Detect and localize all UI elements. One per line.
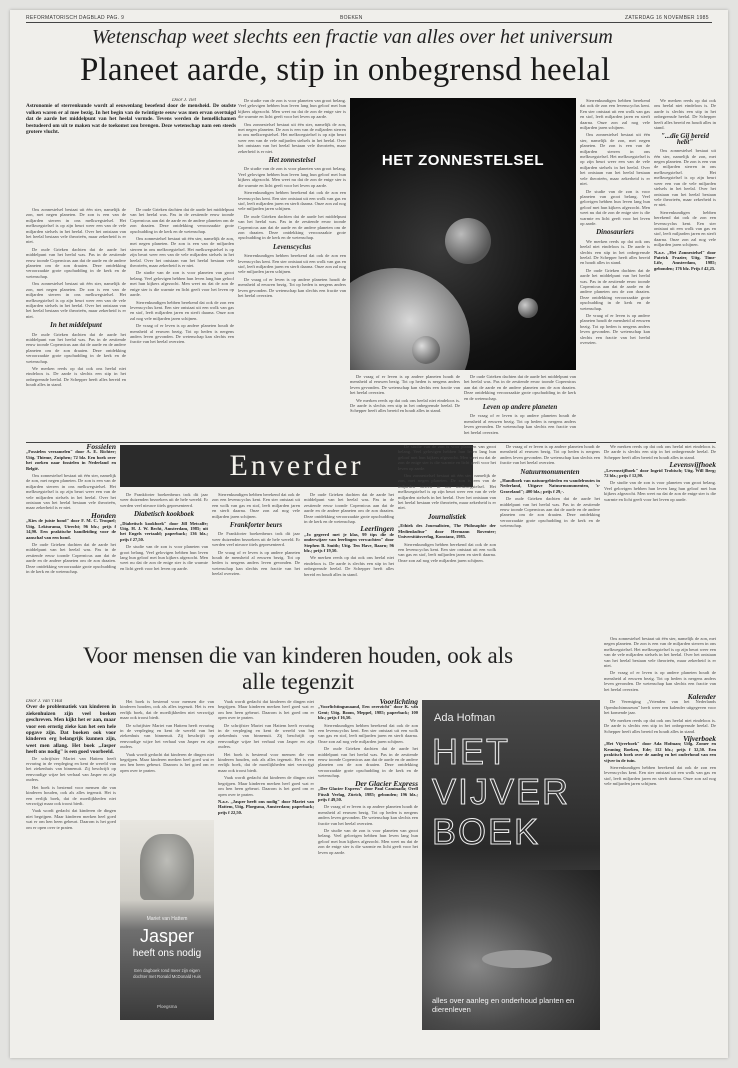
article2-column-2 [120, 699, 214, 819]
paragraph: Ons zonnestelsel bestaat uit één ster, namelijk de zon, met negen planeten. De zon is een van de miljarden sterren in ons melkwegstelsel. Het melkwegstelsel is op zijn beurt weer een van de vele miljarden stelsels in het heelal. Over het ontstaan van het heelal bestaan vele theorieën, maar zekerheid is er niet. [398, 473, 496, 511]
paragraph: Het boek is bestemd voor mensen die van kinderen houden, ook als alles tegenzit. Het is een eerlijk boek, dat de moeilijkheden niet verzwijgt maar ook troost biedt. [26, 784, 116, 806]
header-rule [26, 22, 712, 23]
book-cover-vijverboek [422, 700, 600, 1030]
paragraph: Vaak wordt gedacht dat kinderen de dingen niet begrijpen. Maar kinderen merken heel goed wat er om hen heen gebeurt. Daarom is het goed om er open over te praten. [26, 808, 116, 830]
book-cover-jasper [120, 820, 214, 1020]
paragraph: Sterrenkundigen hebben berekend dat ook de zon een levenscyclus kent. Een ster ontstaat uit een wolk van gas en stof, leeft miljarden jaren en sterft daarna. Onze zon zal nog vele miljarden jaren schijnen. [318, 722, 418, 744]
article-lead-block [26, 98, 236, 204]
book-item: „Jo gegeerd met je klas, 99 tips die de onderwijzer van leerlingen verwachten" door Stephen B. Smith; Uitg. Ten Have, Baarn; 96 blz.; prijs f 19,50. [304, 531, 394, 554]
book-item: „Fossielen verzamelen" door A. E. Richter; Uitg. Thieme, Zutphen; 72 blz. Een boek over het zoeken naar fossielen in Nederland en België. [26, 449, 116, 471]
paragraph: Sterrenkundigen hebben berekend dat ook de zon een levenscyclus kent. Een ster ontstaat uit een wolk van gas en stof, leeft miljarden jaren en sterft daarna. Onze zon zal nog vele miljarden jaren schijnen. [654, 209, 716, 248]
paragraph: Ons zonnestelsel bestaat uit één ster, namelijk de zon, met negen planeten. De zon is een van de miljarden sterren in ons melkwegstelsel. Het melkwegstelsel is op zijn beurt weer een van de vele miljarden stelsels in het heelal. Over het ontstaan van het heelal bestaan vele theorieën, maar zekerheid is er niet. [26, 207, 126, 245]
planet-shape [518, 298, 538, 318]
paragraph: De oude Grieken dachten dat de aarde het middelpunt van het heelal was. Pas in de zestiende eeuw toonde Copernicus aan dat de aarde en de andere planeten om de zon draaien. Deze ontdekking veroorzaakte grote opschudding in de kerk en de wetenschap. [26, 331, 126, 364]
paragraph: Ons zonnestelsel bestaat uit één ster, namelijk de zon, met negen planeten. De zon is een van de miljarden sterren in ons melkwegstelsel. Het melkwegstelsel is op zijn beurt weer een van de vele miljarden stelsels in het heelal. Over het ontstaan van het heelal bestaan vele theorieën, maar zekerheid is er niet. [26, 473, 116, 511]
subheading-bereid: "...die Gij bereid hebt" [660, 132, 709, 146]
cover-title-3: BOEK [432, 811, 541, 852]
enverder-column-3 [212, 492, 300, 634]
paragraph: De oude Grieken dachten dat de aarde het middelpunt van het heelal was. Pas in de zestiende eeuw toonde Copernicus aan dat de aarde en de andere planeten om de zon draaien. Deze ontdekking veroorzaakte grote opschudding in de kerk en de wetenschap. [464, 374, 576, 401]
paragraph: De oude Grieken dachten dat de aarde het middelpunt van het heelal was. Pas in de zestiende eeuw toonde Copernicus aan dat de aarde en de andere planeten om de zon draaien. Deze ontdekking veroorzaakte grote opschudding in de kerk en de wetenschap. [304, 492, 394, 525]
paragraph: De vraag of er leven is op andere planeten houdt de mensheid al eeuwen bezig. Tot op heden is nergens anders leven gevonden. De wetenschap kan slechts een fractie van het heelal overzien. [464, 413, 576, 435]
paragraph: De studie van de zon is voor planeten van groot belang. Veel gelovigen hebben hun leven lang hun geloof met hun kijkers afgezocht. Men weet nu dat de zon de enige ster is die warmte en licht geeft voor het leven op aarde. [238, 98, 346, 120]
enverder-column-5 [398, 444, 496, 634]
enverder-column-4 [304, 492, 394, 634]
subheading-dinosauriers: Dinosauriers [596, 228, 634, 237]
book-item: „Diabetisch kookboek" door Jill Metcalfe; Uitg. H. J. W. Becht, Amsterdam, 1985; uit het Engels vertaald; paperback; 136 blz.; prijs f 27,50. [120, 520, 208, 542]
paragraph: De vraag of er leven is op andere planeten houdt de mensheid al eeuwen bezig. Tot op heden is nergens anders leven gevonden. De wetenschap kan slechts een fractie van het heelal overzien. [500, 444, 600, 466]
book-item: „Handboek van natuurgebieden en wandelroutes in Nederland, Uitgave Natuurmonumenten, 's-Graveland"; 400 blz.; prijs f 29,-. [500, 478, 600, 494]
paragraph: We merken reeds op dat ook ons heelal niet eindeloos is. De aarde is slechts een stip in het onbegrensde heelal. De Schepper heeft alles bereid en houdt alles in stand. [604, 717, 716, 734]
paragraph: De studie van de zon is voor planeten van groot belang. Veel gelovigen hebben hun leven lang hun geloof met hun kijkers afgezocht. Men weet nu dat de zon de enige ster is die warmte en licht geeft voor het leven op aarde. [318, 827, 418, 855]
book-item: „Levensvijfhoek" door Ingrid Trobisch; Uitg. Will Berg; 72 blz.; prijs f 12,90. [604, 467, 716, 479]
paragraph: Ons zonnestelsel bestaat uit één ster, namelijk de zon, met negen planeten. De zon is een van de miljarden sterren in ons melkwegstelsel. Het melkwegstelsel is op zijn beurt weer een van de vele miljarden stelsels in het heelal. Over het ontstaan van het heelal bestaan vele theorieën, maar zekerheid is er niet. [580, 132, 650, 187]
paragraph: Vaak wordt gedacht dat kinderen de dingen niet begrijpen. Maar kinderen merken heel goed wat er om hen heen gebeurt. Daarom is het goed om er open over te praten. [218, 775, 314, 797]
cover-tagline: Een dagboek rond meer zijn eigen dochter met Ronald McDonald Huis [133, 968, 201, 979]
photo-caption: HET ZONNESTELSEL [381, 152, 545, 169]
paragraph: De Frankforter boekenbeurs trok dit jaar weer duizenden bezoekers uit de hele wereld. Er werden veel nieuwe titels gepresenteerd. [120, 492, 208, 508]
subheading-frankforter: Frankforter beurs [229, 521, 283, 530]
subheading-glacier: Der Glacier Express [355, 778, 418, 788]
pond-water-shape [482, 950, 552, 968]
article2-headline: Voor mensen die van kinderen houden, ook als alle tegenzit [82, 643, 514, 694]
paragraph: Sterrenkundigen hebben berekend dat ook de zon een levenscyclus kent. Een ster ontstaat uit een wolk van gas en stof, leeft miljarden jaren en sterft daarna. Onze zon zal nog vele miljarden jaren schijnen. [604, 764, 716, 787]
section-rule [26, 442, 716, 443]
paragraph: De schrijfster Mariet van Hattem heeft ervaring in de verpleging en kent de wereld van het ziekenhuis van binnenuit. Zij beschrijft op eenvoudige wijze het verhaal van Jasper en zijn ouders. [218, 722, 314, 750]
paragraph: We merken reeds op dat ook ons heelal niet eindeloos is. De aarde is slechts een stip in het onbegrensde heelal. De Schepper heeft alles bereid en houdt alles in stand. [304, 555, 394, 577]
paragraph: De vraag of er leven is op andere planeten houdt de mensheid al eeuwen bezig. Tot op heden is nergens anders leven gevonden. De wetenschap kan slechts een fractie van het heelal overzien. [318, 804, 418, 826]
paragraph: We merken reeds op dat ook ons heelal niet eindeloos is. De aarde is slechts een stip in het onbegrensde heelal. De Schepper heeft alles bereid en houdt alles in stand. [26, 365, 126, 388]
article-headline: Planeet aarde, stip in onbegrensd heelal [80, 52, 611, 88]
cover-title-2: VIJVER [432, 771, 571, 812]
book-item: „Het Vijverboek" door Ada Hofman; Uitg. Zomer en Keuning Boeken, Ede; 112 blz.; prijs f 32,50. Een praktisch boek over de aanleg en het onderhoud van een vijver in de tuin. [604, 741, 716, 763]
paragraph: Sterrenkundigen hebben berekend dat ook de zon een levenscyclus kent. Een ster ontstaat uit een wolk van gas en stof, leeft miljarden jaren en sterft daarna. Onze zon zal nog vele miljarden jaren schijnen. [238, 253, 346, 275]
paragraph: De studie van de zon is voor planeten van groot belang. Veel gelovigen hebben hun leven lang hun geloof met hun kijkers afgezocht. Men weet nu dat de zon de enige ster is die warmte en licht geeft voor het leven op aarde. [580, 188, 650, 226]
book-item: „Ethiek des Journalisten, The Philosophie der Medienkultur" door Hermann Boventer; Universitätsverlag, Konstanz, 1985. [398, 523, 496, 540]
enverder-column-8 [318, 699, 418, 1029]
book-review-credit: N.a.v. „Jasper heeft ons nodig" door Mariet van Hattem, Uitg. Ploegsma, Amsterdam; paperback; prijs f 22,50. [218, 798, 314, 815]
running-header-right: ZATERDAG 16 NOVEMBER 1985 [625, 15, 709, 21]
paragraph: Sterrenkundigen hebben berekend dat ook de zon een levenscyclus kent. Een ster ontstaat uit een wolk van gas en stof, leeft miljarden jaren en sterft daarna. Onze zon zal nog vele miljarden jaren schijnen. [212, 492, 300, 519]
book-review-credit: N.a.v. „Het Zonnestelsel" door Patrick Frazier, Uitg. Time-Life, Amsterdam, 1985; gebonden; 176 blz. Prijs f 42,25. [654, 249, 716, 271]
paragraph: De studie van de zon is voor planeten van groot belang. Veel gelovigen hebben hun leven lang hun geloof met hun kijkers afgezocht. Men weet nu dat de zon de enige ster is die warmte en licht geeft voor het leven op aarde. [238, 166, 346, 188]
paragraph: Ons zonnestelsel bestaat uit één ster, namelijk de zon, met negen planeten. De zon is een van de miljarden sterren in ons melkwegstelsel. Het melkwegstelsel is op zijn beurt weer een van de vele miljarden stelsels in het heelal. Over het ontstaan van het heelal bestaan vele theorieën, maar zekerheid is er niet. [238, 121, 346, 154]
article-column-5 [464, 374, 576, 440]
article-column-2 [130, 207, 234, 440]
subheading-voorlichting: Voorlichting [379, 699, 418, 706]
book-item: „Der Glacier Express" door Paul Caminada; Orell Füssli Verlag, Zürich, 1985; gebonden; 196 blz.; prijs f 49,50. [318, 786, 418, 802]
article-column-4 [350, 374, 460, 440]
paragraph: De oude Grieken dachten dat de aarde het middelpunt van het heelal was. Pas in de zestiende eeuw toonde Copernicus aan dat de aarde en de andere planeten om de zon draaien. Deze ontdekking veroorzaakte grote opschudding in de kerk en de wetenschap. [26, 541, 116, 574]
subheading-vijverboek: Vijverboek [683, 733, 716, 743]
paragraph: De schrijfster Mariet van Hattem heeft ervaring in de verpleging en kent de wereld van het ziekenhuis van binnenuit. Zij beschrijft op eenvoudige wijze het verhaal van Jasper en zijn ouders. [26, 755, 116, 783]
sun-shape [350, 268, 470, 370]
paragraph: Ons zonnestelsel bestaat uit één ster, namelijk de zon, met negen planeten. De zon is een van de miljarden sterren in ons melkwegstelsel. Het melkwegstelsel is op zijn beurt weer een van de vele miljarden stelsels in het heelal. Over het ontstaan van het heelal bestaan vele theorieën, maar zekerheid is er niet. [26, 281, 126, 319]
paragraph: De Frankforter boekenbeurs trok dit jaar weer duizenden bezoekers uit de hele wereld. Er werden veel nieuwe titels gepresenteerd. [212, 531, 300, 548]
paragraph: Sterrenkundigen hebben berekend dat ook de zon een levenscyclus kent. Een ster ontstaat uit een wolk van gas en stof, leeft miljarden jaren en sterft daarna. Onze zon zal nog vele miljarden jaren schijnen. [580, 98, 650, 131]
subheading-levenscyclus: Levenscyclus [272, 242, 312, 251]
subheading-natuurmonumenten: Natuurmonumenten [520, 467, 580, 476]
paragraph: De oude Grieken dachten dat de aarde het middelpunt van het heelal was. Pas in de zestiende eeuw toonde Copernicus aan dat de aarde en de andere planeten om de zon draaien. Deze ontdekking veroorzaakte grote opschudding in de kerk en de wetenschap. [130, 207, 234, 234]
paragraph: We merken reeds op dat ook ons heelal niet eindeloos is. De aarde is slechts een stip in het onbegrensde heelal. De Schepper heeft alles bereid en houdt alles in stand. [604, 444, 716, 460]
enverder-column-2 [120, 492, 208, 634]
paragraph: De oude Grieken dachten dat de aarde het middelpunt van het heelal was. Pas in de zestiende eeuw toonde Copernicus aan dat de aarde en de andere planeten om de zon draaien. Deze ontdekking veroorzaakte grote opschudding in de kerk en de wetenschap. [318, 746, 418, 779]
paragraph: De vraag of er leven is op andere planeten houdt de mensheid al eeuwen bezig. Tot op heden is nergens anders leven gevonden. De wetenschap kan slechts een fractie van het heelal overzien. [350, 374, 460, 396]
paragraph: We merken reeds op dat ook ons heelal niet eindeloos is. De aarde is slechts een stip in het onbegrensde heelal. De Schepper heeft alles bereid en houdt alles in stand. [350, 397, 460, 414]
paragraph: Het boek is bestemd voor mensen die van kinderen houden, ook als alles tegenzit. Het is een eerlijk boek, dat de moeilijkheden niet verzwijgt maar ook troost biedt. [120, 699, 214, 721]
paragraph: Sterrenkundigen hebben berekend dat ook de zon een levenscyclus kent. Een ster ontstaat uit een wolk van gas en stof, leeft miljarden jaren en sterft daarna. Onze zon zal nog vele miljarden jaren schijnen. [398, 541, 496, 563]
subheading-levensvijfhoek: Levensvijfhoek [669, 460, 716, 470]
cover-publisher: Ploegsma [156, 1004, 177, 1009]
paragraph: De oude Grieken dachten dat de aarde het middelpunt van het heelal was. Pas in de zestiende eeuw toonde Copernicus aan dat de aarde en de andere planeten om de zon draaien. Deze ontdekking veroorzaakte grote opschudding in de kerk en de wetenschap. [26, 246, 126, 279]
planet-shape [412, 336, 440, 364]
cover-author: Mariet van Hattem [146, 916, 188, 922]
paragraph: De studie van de zon is voor planeten van groot belang. Veel gelovigen hebben hun leven lang hun geloof met hun kijkers afgezocht. Men weet nu dat de zon de enige ster is die warmte en licht geeft voor het leven op aarde. [398, 444, 496, 471]
subheading-journalistiek: Journalistiek [427, 512, 467, 521]
planet-shape [445, 218, 491, 264]
paragraph: De studie van de zon is voor planeten van groot belang. Veel gelovigen hebben hun leven lang hun geloof met hun kijkers afgezocht. Men weet nu dat de zon de enige ster is die warmte en licht geeft voor het leven op aarde. [130, 270, 234, 298]
paragraph: De studie van de zon is voor planeten van groot belang. Veel gelovigen hebben hun leven lang hun geloof met hun kijkers afgezocht. Men weet nu dat de zon de enige ster is die warmte en licht geeft voor het leven op aarde. [604, 480, 716, 502]
article2-column-1 [26, 699, 116, 1029]
paragraph: We merken reeds op dat ook ons heelal niet eindeloos is. De aarde is slechts een stip in het onbegrensde heelal. De Schepper heeft alles bereid en houdt alles in stand. [654, 98, 716, 131]
section-title-enverder: Enverder [120, 445, 473, 487]
running-header-center: BOEKEN [340, 15, 363, 21]
paragraph: De schrijfster Mariet van Hattem heeft ervaring in de verpleging en kent de wereld van het ziekenhuis van binnenuit. Zij beschrijft op eenvoudige wijze het verhaal van Jasper en zijn ouders. [120, 722, 214, 750]
article-column-3 [238, 98, 346, 440]
paragraph: We merken reeds op dat ook ons heelal niet eindeloos is. De aarde is slechts een stip in het onbegrensde heelal. De Schepper heeft alles bereid en houdt alles in stand. [580, 238, 650, 266]
cover-title-1: HET [432, 731, 510, 772]
paragraph: Vaak wordt gedacht dat kinderen de dingen niet begrijpen. Maar kinderen merken heel goed wat er om hen heen gebeurt. Daarom is het goed om er open over te praten. [120, 751, 214, 773]
cover-author: Ada Hofman [434, 712, 496, 724]
paragraph: Ons zonnestelsel bestaat uit één ster, namelijk de zon, met negen planeten. De zon is een van de miljarden sterren in ons melkwegstelsel. Het melkwegstelsel is op zijn beurt weer een van de vele miljarden stelsels in het heelal. Over het ontstaan van het heelal bestaan vele theorieën, maar zekerheid is er niet. [604, 636, 716, 669]
paragraph: Ons zonnestelsel bestaat uit één ster, namelijk de zon, met negen planeten. De zon is een van de miljarden sterren in ons melkwegstelsel. Het melkwegstelsel is op zijn beurt weer een van de vele miljarden stelsels in het heelal. Over het ontstaan van het heelal bestaan vele theorieën, maar zekerheid is er niet. [654, 148, 716, 208]
paragraph: De oude Grieken dachten dat de aarde het middelpunt van het heelal was. Pas in de zestiende eeuw toonde Copernicus aan dat de aarde en de andere planeten om de zon draaien. Deze ontdekking veroorzaakte grote opschudding in de kerk en de wetenschap. [500, 496, 600, 529]
subheading-leven: Leven op andere planeten [482, 403, 558, 412]
book-item: „Kies de juiste hond" door F. M. C. Troquel; Uitg. Lekturama, Utrecht; 96 blz.; prijs f 14,90. Een praktische handleiding voor de aanschaf van een hond. [26, 518, 116, 540]
article-column-6 [580, 98, 650, 440]
subheading-fossielen: Fossielen [86, 444, 116, 451]
enverder-column-9 [604, 636, 716, 1028]
subheading-diabetisch: Diabetisch kookboek [133, 510, 195, 519]
subheading-zonnestelsel: Het zonnestelsel [268, 156, 316, 165]
paragraph: De studie van de zon is voor planeten van groot belang. Veel gelovigen hebben hun leven lang hun geloof met hun kijkers afgezocht. Men weet nu dat de zon de enige ster is die warmte en licht geeft voor het leven op aarde. [120, 544, 208, 571]
subheading-honden: Honden [90, 510, 116, 520]
paragraph: De oude Grieken dachten dat de aarde het middelpunt van het heelal was. Pas in de zestiende eeuw toonde Copernicus aan dat de aarde en de andere planeten om de zon draaien. Deze ontdekking veroorzaakte grote opschudding in de kerk en de wetenschap. [238, 213, 346, 241]
book-item: „Voorlichtingsmaand, Een overzicht" door K. van Gent; Uitg. Boom, Meppel, 1985; paperback; 100 blz.; prijs f 16,50. [318, 704, 418, 721]
subheading-leerlingen: Leerlingen [360, 524, 394, 534]
enverder-column-1 [26, 444, 116, 634]
article-lead: Astronomie of sterrenkunde wordt al eeuwenlang beoefend door de mensheid. De oudste volken waren er al mee bezig. In het begin van de twintigste eeuw was men ervan overtuigd dat de aarde het middelpunt van het heelal vormde. Tevens werden de hemellichamen bestudeerd om uit te maken wat de toekomst zou brengen. Deze wetenschap nam een steeds grotere vlucht. [26, 103, 236, 136]
article-kicker: Wetenschap weet slechts een fractie van alles over het universum [92, 26, 613, 48]
article2-lead: Over de problematiek van kinderen in ziekenhuizen zijn veel boeken geschreven. Men kijkt het er aan, maar voor een ernstig zieke kan het een hele opgave zijn. Dat boeken ook voor kinderen erg belangrijk kunnen zijn, weet men allang. Het boek „Jasper heeft ons nodig" is een goed voorbeeld. [26, 704, 116, 756]
paragraph: De vraag of er leven is op andere planeten houdt de mensheid al eeuwen bezig. Tot op heden is nergens anders leven gevonden. De wetenschap kan slechts een fractie van het heelal overzien. [580, 313, 650, 346]
article2-column-3 [218, 699, 314, 1029]
paragraph: De vraag of er leven is op andere planeten houdt de mensheid al eeuwen bezig. Tot op heden is nergens anders leven gevonden. De wetenschap kan slechts een fractie van het heelal overzien. [130, 323, 234, 345]
subheading-middelpunt: In het middelpunt [50, 321, 102, 330]
paragraph: De Vereniging „Vrienden van het Nederlands Openluchtmuseum" heeft weer een kalender uitgegeven voor het komende jaar. [604, 699, 716, 716]
paragraph: Sterrenkundigen hebben berekend dat ook de zon een levenscyclus kent. Een ster ontstaat uit een wolk van gas en stof, leeft miljarden jaren en sterft daarna. Onze zon zal nog vele miljarden jaren schijnen. [130, 299, 234, 321]
article-byline: Door J. Tiet [171, 98, 196, 103]
running-header-left: REFORMATORISCH DAGBLAD PAG. 9 [26, 15, 125, 21]
paragraph: Sterrenkundigen hebben berekend dat ook de zon een levenscyclus kent. Een ster ontstaat uit een wolk van gas en stof, leeft miljarden jaren en sterft daarna. Onze zon zal nog vele miljarden jaren schijnen. [238, 190, 346, 212]
article2-byline: Door J. van 't Hul [26, 699, 63, 704]
article-column-1 [26, 207, 126, 440]
paragraph: Het boek is bestemd voor mensen die van kinderen houden, ook als alles tegenzit. Het is een eerlijk boek, dat de moeilijkheden niet verzwijgt maar ook troost biedt. [218, 751, 314, 773]
paragraph: De vraag of er leven is op andere planeten houdt de mensheid al eeuwen bezig. Tot op heden is nergens anders leven gevonden. De wetenschap kan slechts een fractie van het heelal overzien. [238, 276, 346, 298]
paragraph: De vraag of er leven is op andere planeten houdt de mensheid al eeuwen bezig. Tot op heden is nergens anders leven gevonden. De wetenschap kan slechts een fractie van het heelal overzien. [604, 670, 716, 692]
solar-system-photo [350, 98, 576, 370]
cover-subtitle: heeft ons nodig [132, 948, 202, 959]
paragraph: Ons zonnestelsel bestaat uit één ster, namelijk de zon, met negen planeten. De zon is een van de miljarden sterren in ons melkwegstelsel. Het melkwegstelsel is op zijn beurt weer een van de vele miljarden stelsels in het heelal. Over het ontstaan van het heelal bestaan vele theorieën, maar zekerheid is er niet. [130, 236, 234, 269]
cover-tagline: alles over aanleg en onderhoud planten en dierenleven [432, 996, 575, 1014]
subheading-kalender: Kalender [687, 692, 716, 702]
enverder-column-7 [604, 444, 716, 634]
paragraph: De vraag of er leven is op andere planeten houdt de mensheid al eeuwen bezig. Tot op heden is nergens anders leven gevonden. De wetenschap kan slechts een fractie van het heelal overzien. [212, 549, 300, 577]
child-portrait-shape [140, 834, 194, 900]
paragraph: Vaak wordt gedacht dat kinderen de dingen niet begrijpen. Maar kinderen merken heel goed wat er om hen heen gebeurt. Daarom is het goed om er open over te praten. [218, 699, 314, 721]
cover-title: Jasper [139, 926, 195, 946]
paragraph: De oude Grieken dachten dat de aarde het middelpunt van het heelal was. Pas in de zestiende eeuw toonde Copernicus aan dat de aarde en de andere planeten om de zon draaien. Deze ontdekking veroorzaakte grote opschudding in de kerk en de wetenschap. [580, 267, 650, 311]
enverder-column-6 [500, 444, 600, 634]
article-column-7 [654, 98, 716, 440]
